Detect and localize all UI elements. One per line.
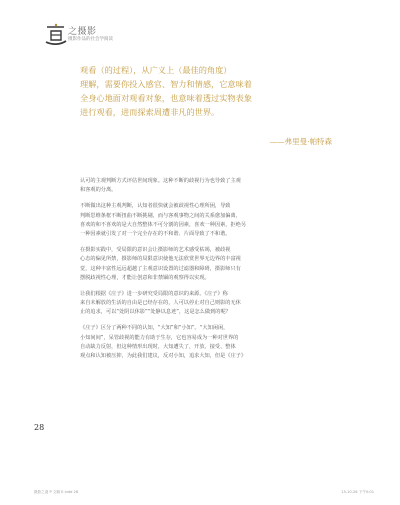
text-line: 不断做出这种主观判断，认知者很快就会被歧视性心理所困，导致: [80, 203, 231, 210]
text-line: 自动缺力反射，但这种情形出现时，大知遭失了，开放、接受、整体: [80, 343, 236, 350]
text-line: 和客观的分离。: [80, 187, 117, 194]
footer-timestamp: 15-10-26 下午5:01: [341, 490, 374, 494]
print-footer: [34, 490, 374, 498]
text-line: 小知间间”，呆管歧视的能力有助于生存，它也容易成为一种对世界的: [80, 334, 239, 341]
paragraph: [80, 177, 342, 195]
text-line: 来自未解放的生活的自由是已经存在的，人可以停止对自己则影的无休: [80, 300, 241, 307]
body-text: [80, 177, 342, 368]
text-line: 心态的偏见所禁，摄影师的局限意识使他无法欣赏世界无边界的丰富视: [80, 256, 241, 263]
footer-filename: 摄影之道 P 文稿 E.indd 28: [34, 490, 79, 494]
paragraph: [80, 324, 342, 361]
text-line: 观点和认知被压抑，为此我们建议，反对小知，追求大知，但是《庄子》: [80, 353, 247, 359]
logo-subtitle: 摄影作品的社会学阅读: [68, 37, 113, 42]
quote-line: 进行观看，进而探索周遭非凡的世界。: [80, 107, 220, 117]
page-number: 28: [34, 423, 45, 432]
text-line: 喜欢的和不喜欢的是大自然整体不可分割的因素，喜欢一种因素，拒绝另: [80, 221, 247, 228]
logo-title: 之摄影: [68, 27, 97, 37]
paragraph: [80, 246, 342, 283]
quote-line: 全身心地面对观看对象，也意味着透过实物表象: [80, 93, 252, 103]
text-line: 《庄子》区分了两种不同的认知，“大知”和“小知”。“大知闲闲，: [80, 325, 229, 332]
paragraph: [80, 202, 342, 239]
quote-line: 理解，需要你投入感官、智力和情感，它意味着: [80, 79, 252, 89]
page-header: [44, 22, 164, 52]
text-line: 止的追求，可以“处阴以休影”“处静以息迹”，这是怎么做到的呢？: [80, 309, 231, 316]
text-line: 觉，这种丰富性远远超越了主观意识设置的过滤器和障碍，摄影师只有: [80, 265, 241, 272]
text-line: 判断思维条框不断扭曲不断挑剔，而与客观事物之间的关系愈加偏离，: [80, 212, 241, 219]
quote-attribution: ——弗里曼·帕特森: [269, 137, 332, 146]
quote-line: 观看（的过程），从广义上（最佳的角度）: [80, 65, 232, 75]
text-line: 让我们根据《庄子》进一步研究受局限的意识的来源。《庄子》称: [80, 290, 228, 297]
text-line: 在摄影实践中，受局限的意识会让摄影师的艺术感受枯竭，被歧视: [80, 247, 231, 254]
logo-calligraphy-icon: [44, 22, 68, 46]
text-line: 一种因素就引发了对一个完全存在的不和谐、片面导致了不和谐。: [80, 230, 231, 237]
text-line: 认可的主观判断方式评估世间现象。这种不断的歧视行为也导致了主观: [80, 178, 241, 184]
paragraph: [80, 290, 342, 318]
text-line: 摆脱歧视性心理，才能让创意和非禁锢的观察得以实现。: [80, 274, 210, 281]
epigraph-quote: [80, 63, 330, 119]
